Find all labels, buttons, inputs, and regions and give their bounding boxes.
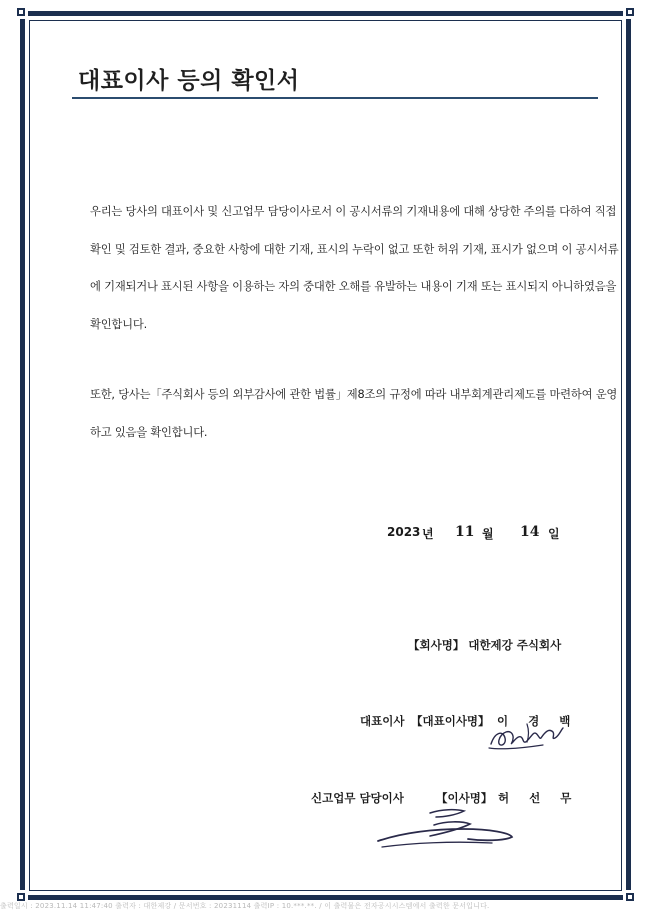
director-role-label: 신고업무 담당이사 xyxy=(311,791,404,805)
date-month: 11 xyxy=(455,524,475,540)
date-day: 14 xyxy=(520,524,540,540)
print-footer: 출력일시 : 2023.11.14 11:47:40 출력자 : 대한제강 / 문서번호 : 20231114 출력IP : 10.***.**. / 이 출력물은 전자공시시스템에서 출력한 문서입니다. xyxy=(0,902,490,910)
company-name: 【회사명】 대한제강 주식회사 xyxy=(408,638,562,652)
date-year-unit: 년 xyxy=(422,527,434,541)
document-title: 대표이사 등의 확인서 xyxy=(78,68,300,94)
title-underline xyxy=(72,97,598,99)
date-year: 2023 xyxy=(387,525,421,539)
director-name-tag: 【이사명】 xyxy=(436,791,493,805)
director-signature-icon xyxy=(372,803,522,853)
corner-ornament-top-right xyxy=(623,5,637,19)
ceo-signature-icon xyxy=(483,718,575,756)
corner-ornament-top-left xyxy=(14,5,28,19)
director-name: 허 선 무 xyxy=(498,791,580,805)
page-border-inner xyxy=(29,20,622,891)
internal-control-paragraph: 또한, 당사는「주식회사 등의 외부감사에 관한 법률」제8조의 규정에 따라 내부회계관리제도를 마련하여 운영하고 있음을 확인합니다. xyxy=(90,388,618,439)
confirmation-paragraph: 우리는 당사의 대표이사 및 신고업무 담당이사로서 이 공시서류의 기재내용에 대해 상당한 주의를 다하여 직접 확인 및 검토한 결과, 중요한 사항에 대한 기재, 표시의 누락이 없고 또한 허위 기재, 표시가 없으며 이 공시서류에 기재되거나 표시된 사항을 이용하는 자의 중대한 오해를 유발하는 내용이 기재 또는 표시되지 아니하였음을 확인합니다. xyxy=(90,205,619,331)
ceo-role-label: 대표이사 xyxy=(360,714,405,728)
date-month-unit: 월 xyxy=(482,527,494,541)
ceo-name: 이 경 백 xyxy=(497,714,579,728)
ceo-name-tag: 【대표이사명】 xyxy=(411,714,490,728)
date-day-unit: 일 xyxy=(548,527,560,541)
